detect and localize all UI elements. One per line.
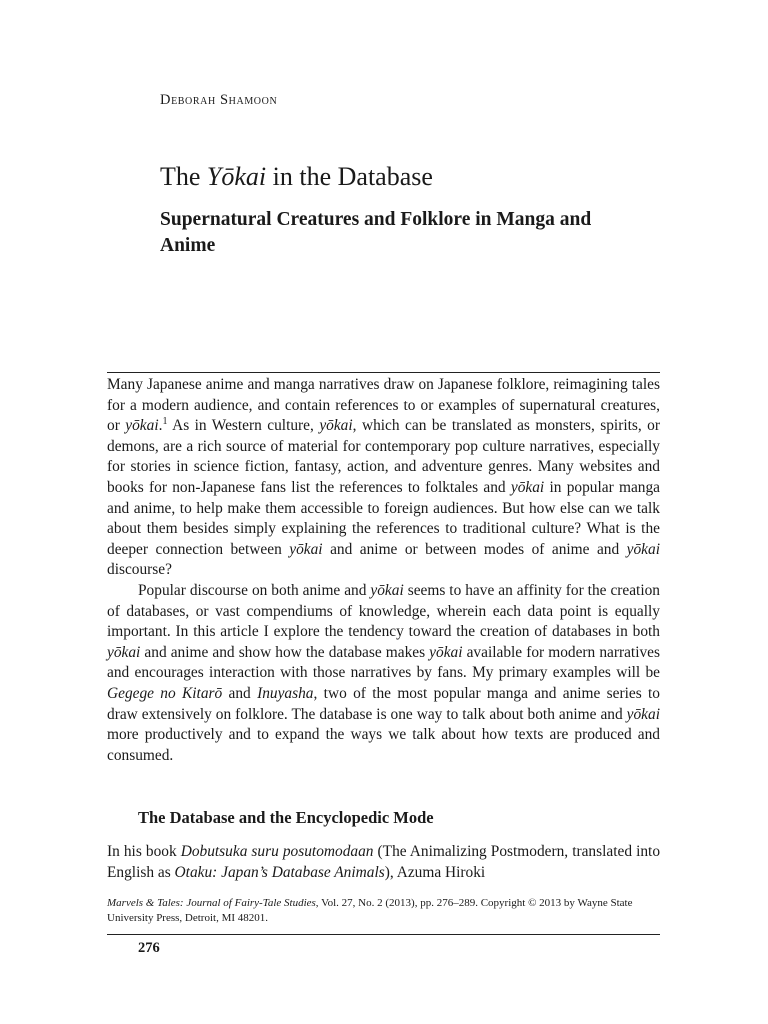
footnote-marker[interactable]: 1 bbox=[162, 416, 168, 428]
citation-footnote bbox=[107, 896, 660, 925]
title-pre: The bbox=[160, 162, 207, 191]
section-paragraph-1: In his book Dobutsuka suru posutomodaan (The Animalizing Postmodern, translated into English as Otaku: Japan’s Database Animals), Azuma Hiroki bbox=[107, 843, 661, 881]
article-subtitle: Supernatural Creatures and Folklore in Manga and Anime bbox=[160, 209, 592, 256]
abstract-body bbox=[107, 375, 660, 766]
footer-divider bbox=[107, 934, 660, 935]
section-body bbox=[107, 841, 660, 883]
abstract-paragraph-2: Popular discourse on both anime and yōkai seems to have an affinity for the creation of databases, or vast compendiums of knowledge, wherein each data point is equally important. In this article I explore the tendency toward the creation of databases in both yōkai and anime and show how the database makes yōkai available for modern narratives and encourages interaction with those narratives by fans. My primary examples will be Gegege no Kitarō and Inuyasha, two of the most popular manga and anime series to draw extensively on folklore. The database is one way to talk about both anime and yōkai more productively and to expand the ways we talk about how texts are produced and consumed. bbox=[107, 581, 661, 764]
title-italic: Yōkai bbox=[206, 162, 267, 191]
title-post: in the Database bbox=[266, 162, 433, 191]
section-heading: The Database and the Encyclopedic Mode bbox=[138, 808, 434, 827]
abstract-paragraph-1: Many Japanese anime and manga narratives draw on Japanese folklore, reimagining tales for a modern audience, and contain references to or examples of supernatural creatures, or yōkai.$^1$ As in Western culture, yōkai, which can be translated as monsters, spirits, or demons, are a rich source of material for contemporary pop culture narratives, especially for stories in science fiction, fantasy, action, and adventure genres. Many websites and books for non-Japanese fans list the references to folktales and yōkai in popular manga and anime, to help make them accessible to foreign audiences. But how else can we talk about them besides simply explaining the references to traditional culture? What is the deeper connection between yōkai and anime or between modes of anime and yōkai discourse? bbox=[107, 376, 661, 579]
citation-details: , Vol. 27, No. 2 (2013), pp. 276–289. Copyright © 2013 by Wayne State University Press, Detroit, MI 48201. bbox=[107, 897, 633, 924]
article-title bbox=[160, 162, 433, 192]
page-number: 276 bbox=[138, 940, 160, 956]
abstract-divider bbox=[107, 372, 660, 373]
author-name: Deborah Shamoon bbox=[160, 92, 278, 108]
journal-name: Marvels & Tales: Journal of Fairy-Tale Studies bbox=[107, 897, 316, 909]
